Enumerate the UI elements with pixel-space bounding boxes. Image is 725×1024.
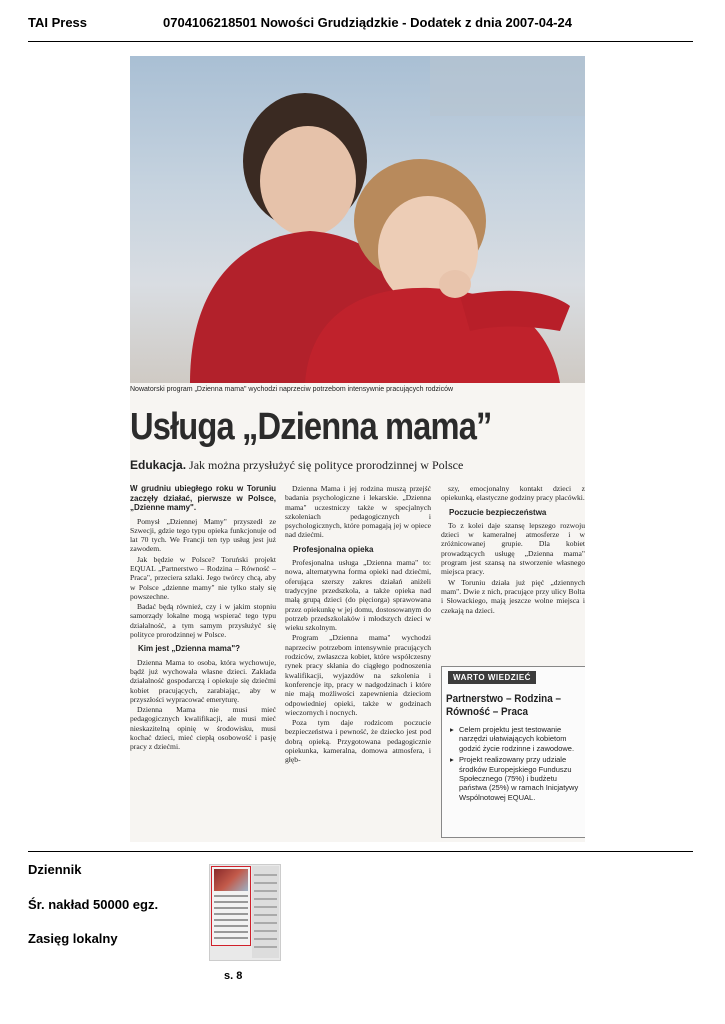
thumbnail-article-highlight: [211, 866, 251, 946]
thumbnail-other-content: [252, 866, 279, 958]
article-subtitle: [130, 458, 585, 473]
section-heading: Kim jest „Dzienna mama"?: [138, 644, 241, 654]
children-photo-illustration: [130, 56, 585, 383]
paragraph: Dzienna Mama i jej rodzina muszą przejść badania psychologiczne i lekarskie. „Dzienna mama" uczestniczy także w specjalnych szkoleniach pedagogicznych i psychologicznych, które pomagają jej w opiece nad dziećmi.: [285, 484, 431, 540]
subtitle-kicker: Edukacja.: [130, 458, 187, 472]
article-clipping: [130, 56, 585, 842]
photo-caption: Nowatorski program „Dzienna mama" wychodzi naprzeciw potrzebom intensywnie pracujących rodziców: [130, 386, 454, 393]
paragraph: Pomysł „Dziennej Mamy" przyszedł ze Szwecji, gdzie tego typu opieka funkcjonuje od lat 70 tych. We Francji ten typ usług jest już zawodem.: [130, 516, 276, 554]
page-thumbnail[interactable]: [209, 864, 281, 961]
distribution-range: Zasięg lokalny: [28, 931, 118, 946]
subtitle-text: Jak można przysłużyć się polityce prorodzinnej w Polsce: [186, 458, 464, 472]
article-column-2: [285, 484, 431, 766]
paragraph: To z kolei daje szansę lepszego rozwoju dzieci w kameralnej atmosferze i w zróżnicowanej grupie. Dla kobiet prowadzących usługę „Dzienna mama" program jest szansą na stworzenie własnego miejsca pracy.: [441, 520, 585, 577]
article-headline: Usługa „Dzienna mama”: [130, 406, 492, 448]
circulation: Śr. nakład 50000 egz.: [28, 897, 159, 912]
info-box-title: Partnerstwo – Rodzina – Równość – Praca: [446, 693, 561, 718]
article-lead: W grudniu ubiegłego roku w Toruniu zaczęły działać, pierwsze w Polsce, „Dzienne mamy".: [130, 484, 276, 512]
paragraph: Profesjonalna usługa „Dzienna mama" to: nowa, alternatywna forma opieki nad dziećmi, oferująca szerszy zakres działań aniżeli tradycyjne przedszkola, a także opieka nad małą grupą dzieci (do pięciorga) sprawowana przez opiekunkę w jej domu, dostosowanym do potrzeb przedszkolaków i młodszych dzieci w wieku szkolnym.: [285, 558, 431, 633]
info-box-list: [450, 725, 584, 804]
header-divider: [28, 41, 693, 42]
clipping-info: 0704106218501 Nowości Grudziądzkie - Dodatek z dnia 2007-04-24: [163, 15, 572, 30]
article-column-1: [130, 484, 276, 753]
paragraph: W Toruniu działa już pięć „dziennych mam". Dwie z nich, pracujące przy ulicy Bolta i Słowackiego, mają jeszcze wolne miejsca i czekają na dzieci.: [441, 577, 585, 615]
article-column-3: [441, 484, 585, 616]
info-box: [441, 666, 585, 838]
paragraph: Jak będzie w Polsce? Toruński projekt EQUAL „Partnerstwo – Rodzina – Równość – Praca", przeciera szlaki. Jego twórcy chcą, aby w Polsce „dzienne mamy" nie tylko stały się powszechne.: [130, 554, 276, 601]
page-number: s. 8: [224, 970, 243, 982]
paragraph: szy, emocjonalny kontakt dzieci z opiekunką, elastyczne godziny pracy placówki.: [441, 484, 585, 503]
list-item: ▸ Projekt realizowany przy udziale środków Europejskiego Funduszu Społecznego (75%) i budżetu państwa (25%) w ramach Inicjatywy Wspólnotowej EQUAL.: [450, 755, 584, 802]
publication-type: Dziennik: [28, 862, 82, 877]
paragraph: Dzienna Mama to osoba, która wychowuje, bądź już wychowała własne dzieci. Zakłada działalność gospodarczą i opiekuje się dziećmi kobiet pracujących, zarabiając, aby w przyszłości wypracować emeryturę.: [130, 657, 276, 704]
press-agency-label: TAI Press: [28, 15, 88, 30]
list-item: ▸ Celem projektu jest testowanie narzędzi ułatwiających kobietom godzić życie rodzinne i zawodowe.: [450, 725, 584, 753]
footer-divider: [28, 851, 693, 852]
article-photo: [130, 56, 585, 383]
paragraph: Dzienna Mama nie musi mieć pedagogicznych kwalifikacji, ale musi mieć nieskazitelną opinię w środowisku, musi kochać dzieci, mieć ciepłą osobowość i pasję pracy z dziećmi.: [130, 705, 276, 752]
paragraph: Program „Dzienna mama" wychodzi naprzeciw potrzebom intensywnie pracujących rodziców, zwłaszcza kobiet, które współczesny rynek pracy skłania do ciągłego podnoszenia kwalifikacji, wyjazdów na szkolenia i konferencje itp, pracy w nadgodzinach i które nie mają możliwości zapewnienia dzieciom odpowiedniej opieki, także w godzinach wieczornych i nocnych.: [285, 633, 431, 717]
section-heading: Profesjonalna opieka: [293, 544, 374, 554]
paragraph: Poza tym daje rodzicom poczucie bezpieczeństwa i pewność, że dziecko jest pod dobrą opieką. Przygotowana pedagogicznie opiekunka, kameralna, domowa atmosfera, i głęb-: [285, 718, 431, 765]
info-box-badge: WARTO WIEDZIEĆ: [448, 671, 536, 684]
section-heading: Poczucie bezpieczeństwa: [449, 507, 547, 517]
paragraph: Badać będą również, czy i w jakim stopniu samorządy lokalne mogą wspierać tego typu działalność, a tym samym przysłużyć się polityce prorodzinnej w Polsce.: [130, 602, 276, 640]
